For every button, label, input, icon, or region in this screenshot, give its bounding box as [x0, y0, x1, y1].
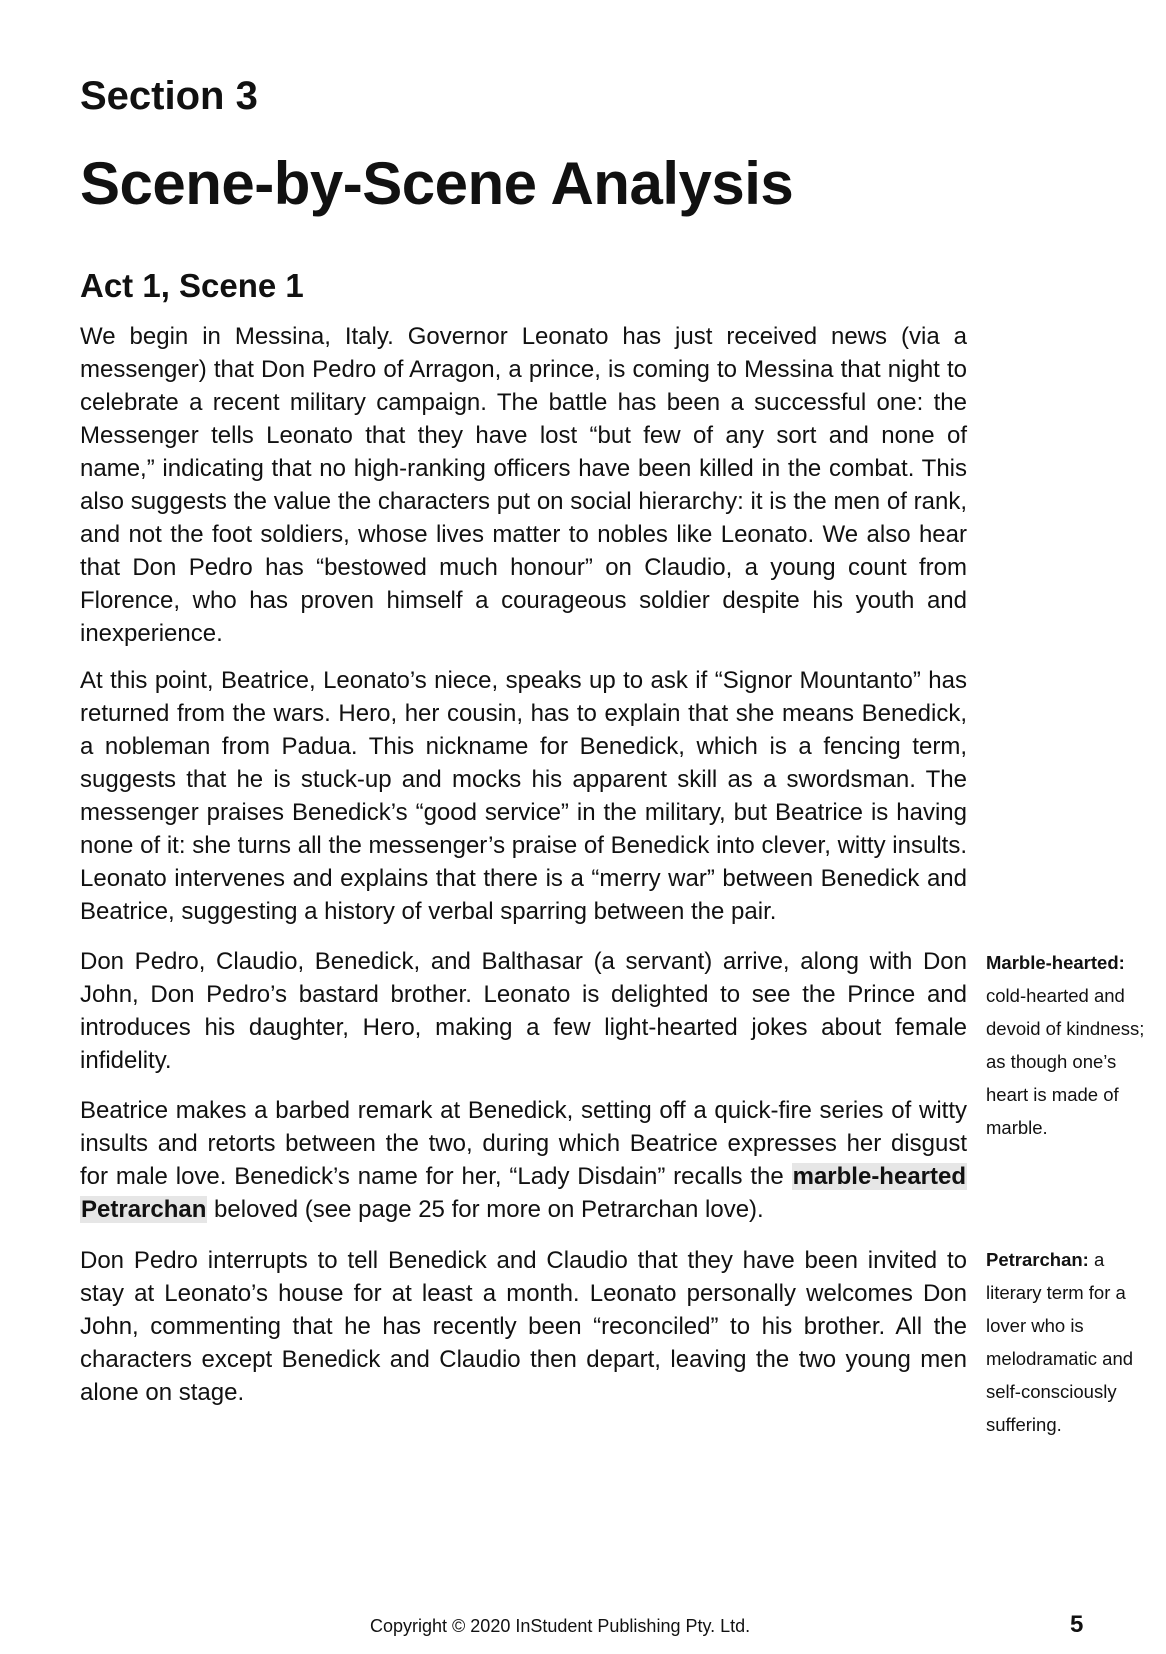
paragraph-2: At this point, Beatrice, Leonato’s niece, speaks up to ask if “Signor Mountanto” has returned from the wars. Hero, her cousin, has to explain that she means Benedick, a nobleman from Padua. This nickname for Benedick, which is a fencing term, suggests that he is stuck-up and mocks his apparent skill as a swordsman. The messenger praises Benedick’s “good service” in the military, but Beatrice is having none of it: she turns all the messenger’s praise of Benedick into clever, witty insults. Leonato intervenes and explains that there is a “merry war” between Benedick and Beatrice, suggesting a history of verbal sparring between the pair. — [80, 667, 967, 925]
section-label: Section 3 — [80, 74, 258, 118]
glossary-note-term: Marble-hearted: — [986, 952, 1125, 973]
paragraph-4-text-end: beloved (see page 25 for more on Petrarchan love). — [207, 1196, 764, 1223]
paragraph-1: We begin in Messina, Italy. Governor Leonato has just received news (via a messenger) that Don Pedro of Arragon, a prince, is coming to Messina that night to celebrate a recent military campaign. The battle has been a successful one: the Messenger tells Leonato that they have lost “but few of any sort and none of name,” indicating that no high-ranking officers have been killed in the combat. This also suggests the value the characters put on social hierarchy: it is the men of rank, and not the foot soldiers, whose lives matter to nobles like Leonato. We also hear that Don Pedro has “bestowed much honour” on Claudio, a young count from Florence, who has proven himself a courageous soldier despite his youth and inexperience. — [80, 323, 967, 647]
page-title: Scene-by-Scene Analysis — [80, 150, 794, 217]
paragraph-4-text-start: Beatrice makes a barbed remark at Benedick, setting off a quick-fire series of witty insults and retorts between the two, during which Beatrice expresses her disgust for male love. Benedick’s name for her, “Lady Disdain” recalls the — [80, 1097, 967, 1190]
page-number: 5 — [1070, 1611, 1084, 1638]
glossary-note-definition: a literary term for a lover who is melodramatic and self-consciously suffering. — [986, 1249, 1134, 1435]
glossary-term-petrarchan[interactable]: Petrarchan — [81, 1196, 207, 1223]
glossary-note-marble-hearted — [986, 946, 1154, 1144]
glossary-note-petrarchan — [986, 1243, 1154, 1441]
glossary-note-term: Petrarchan: — [986, 1249, 1089, 1270]
paragraph-4 — [80, 1094, 967, 1226]
glossary-term-marble-hearted[interactable]: marble-hearted — [792, 1163, 966, 1190]
paragraph-5: Don Pedro interrupts to tell Benedick and Claudio that they have been invited to stay at Leonato’s house for at least a month. Leonato personally welcomes Don John, commenting that he has recently been “reconciled” to his brother. All the characters except Benedick and Claudio then depart, leaving the two young men alone on stage. — [80, 1247, 967, 1406]
scene-heading: Act 1, Scene 1 — [80, 267, 304, 304]
footer-copyright: Copyright © 2020 InStudent Publishing Pty. Ltd. — [370, 1616, 751, 1636]
paragraph-3: Don Pedro, Claudio, Benedick, and Balthasar (a servant) arrive, along with Don John, Don Pedro’s bastard brother. Leonato is delighted to see the Prince and introduces his daughter, Hero, making a few light-hearted jokes about female infidelity. — [80, 948, 967, 1074]
glossary-note-definition: cold-hearted and devoid of kindness; as though one’s heart is made of marble. — [986, 985, 1145, 1138]
